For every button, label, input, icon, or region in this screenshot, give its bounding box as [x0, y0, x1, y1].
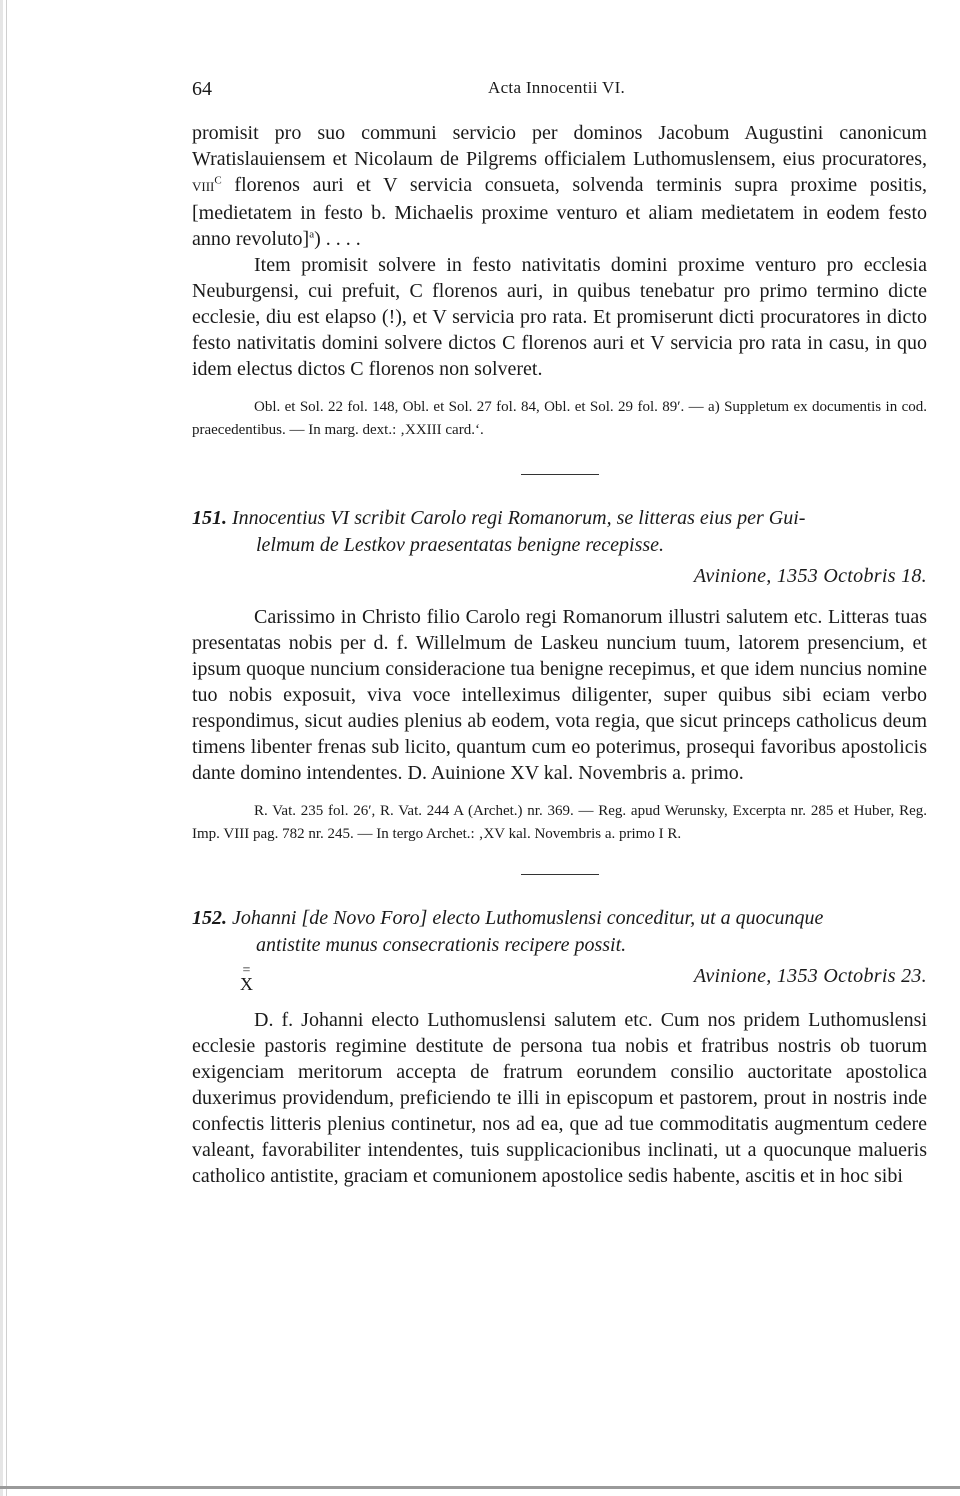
intro-paragraph [192, 120, 927, 382]
registry-mark-letter: X [240, 974, 253, 994]
smallcaps-numeral: VIII [192, 179, 215, 194]
doc-151-number: 151. [192, 507, 227, 529]
page [192, 78, 927, 1189]
document-152 [192, 905, 927, 1189]
doc-151-heading-a: Innocentius VI scribit Carolo regi Romanorum, se litteras eius per Gui- [232, 507, 806, 529]
doc-151-heading-b: lelmum de Lestkov praesentatas benigne recepisse. [256, 534, 665, 556]
intro-text-2: florenos auri et V servicia consueta, solvenda terminis supra proxime positis, [medietatem in festo b. Michaelis proxime venturo et aliam medietatem in eodem festo anno revoluto] [192, 174, 927, 250]
document-151 [192, 505, 927, 846]
item-paragraph: Item promisit solvere in festo nativitatis domini proxime venturo pro ecclesia Neuburgensi, cui prefuit, C florenos auri, in quibus tenebatur pro primo termino dicte ecclesie, diu est elapso (!), et V servicia pro rata. Et promiserunt dicti procuratores in dicto festo nativitatis domini solvere dictos C florenos auri et V servicia pro rata in casu, in quo idem electus dictos C florenos non solveret. [192, 254, 927, 380]
registry-mark [240, 963, 253, 994]
running-header [192, 78, 927, 108]
section-divider [521, 874, 599, 875]
doc-152-text: D. f. Johanni electo Luthomuslensi salutem etc. Cum nos pridem Luthomuslensi ecclesie pastoris regimine destitute de persona tua nobis et fratribus nostris ob tuorum exigenciam meritorum accepta de fratrum eorundem consilio auctoritate apostolica duxerimus providendum, preficiendo te illi in episcopum et pastorem, prout in nostris inde confectis litteris plenius continetur, nos ad ea, que ad tue commoditatis augmentum cedere valeant, favorabiliter intendentes, tuis supplicacionibus inclinati, ut a quocunque malueris catholico antistite, graciam et comunionem apostolice sedis habente, ascitis et in hoc sibi [192, 1009, 927, 1187]
scan-shadow [0, 0, 3, 1496]
running-title: Acta Innocentii VI. [488, 78, 626, 97]
doc-151-dateline: Avinione, 1353 Octobris 18. [693, 565, 927, 587]
page-number: 64 [192, 78, 212, 100]
superscript-c: C [214, 174, 222, 187]
doc-152-number: 152. [192, 907, 227, 929]
doc-151-footnote: R. Vat. 235 fol. 26ʹ, R. Vat. 244 A (Archet.) nr. 369. — Reg. apud Werunsky, Excerpta nr. 285 et Huber, Reg. Imp. VIII pag. 782 nr. 245. — In tergo Archet.: ‚XV kal. Novembris a. primo I R. [192, 803, 927, 842]
doc-152-heading-a: Johanni [de Novo Foro] electo Luthomuslensi conceditur, ut a quocunque [232, 907, 824, 929]
intro-text-3: ) . . . . [314, 228, 361, 250]
scan-bottom-edge [0, 1486, 960, 1489]
doc-152-heading-b: antistite munus consecrationis recipere possit. [256, 934, 627, 956]
doc-152-dateline: Avinione, 1353 Octobris 23. [693, 965, 927, 987]
scan-edge-line [6, 0, 7, 1496]
doc-151-heading [192, 505, 927, 559]
intro-text-1: promisit pro suo communi servicio per dominos Jacobum Augustini canonicum Wratislauiensem et Nicolaum de Pilgrems officialem Luthomuslensem, eius procuratores, [192, 122, 927, 170]
doc-152-meta [192, 963, 927, 993]
footnote-intro: Obl. et Sol. 22 fol. 148, Obl. et Sol. 27 fol. 84, Obl. et Sol. 29 fol. 89ʹ. — a) Suppletum ex documentis in cod. praecedentibus. — In marg. dext.: ‚XXIII card.‘. [192, 399, 927, 438]
doc-151-text: Carissimo in Christo filio Carolo regi Romanorum illustri salutem etc. Litteras tuas presentatas nobis per d. f. Willelmum de Laskeu nuncium tuum, latorem presencium, et ipsum quoque nuncium consideracione tua benigne recepimus, et que idem nuncius nomine tuo nobis exposuit, viva voce intelleximus diligenter, super quibus sibi eciam verbo respondimus, sicut audies plenius ab eodem, vota regia, que sicut princeps catholicus deum timens libenter frenas sub licito, quantum cum eo poterimus, prosequi favoribus apostolicis dante domino intendentes. D. Auinione XV kal. Novembris a. primo. [192, 606, 927, 784]
note-mark: a [309, 228, 315, 241]
doc-152-heading [192, 905, 927, 959]
registry-mark-bar: = [242, 963, 251, 978]
section-divider [521, 474, 599, 475]
